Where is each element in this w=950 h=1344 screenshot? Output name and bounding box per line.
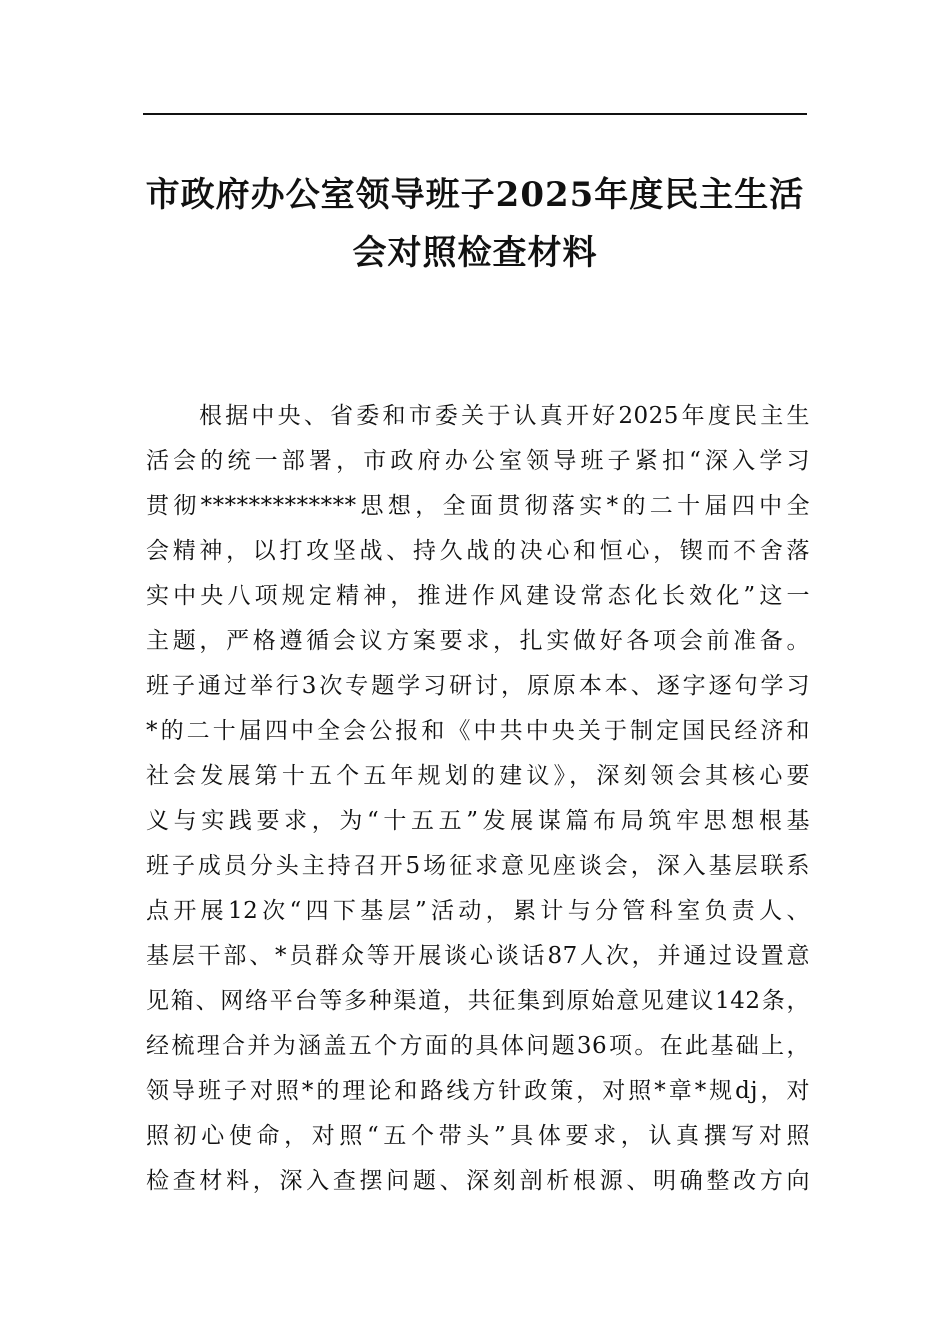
title-line-1: 市政府办公室领导班子2025年度民主生活 — [145, 175, 805, 215]
body-line: 主题，严格遵循会议方案要求，扎实做好各项会前准备。 — [146, 628, 810, 654]
body-line: 班子成员分头主持召开5场征求意见座谈会，深入基层联系 — [146, 853, 810, 879]
body-line: 会精神，以打攻坚战、持久战的决心和恒心，锲而不舍落 — [146, 538, 810, 564]
body-line: 根据中央、省委和市委关于认真开好2025年度民主生 — [199, 403, 810, 429]
document-title — [143, 166, 807, 282]
body-line: 点开展12次“四下基层”活动，累计与分管科室负责人、 — [146, 898, 810, 924]
body-line: 实中央八项规定精神，推进作风建设常态化长效化”这一 — [146, 583, 810, 609]
body-line: 班子通过举行3次专题学习研讨，原原本本、逐字逐句学习 — [146, 673, 810, 699]
title-line-2: 会对照检查材料 — [352, 233, 598, 273]
body-paragraph — [146, 394, 810, 1204]
header-rule — [143, 113, 807, 115]
body-line: 义与实践要求，为“十五五”发展谋篇布局筑牢思想根基 — [146, 808, 810, 834]
body-line: 领导班子对照*的理论和路线方针政策，对照*章*规dj，对 — [146, 1078, 810, 1104]
body-line: *的二十届四中全会公报和《中共中央关于制定国民经济和 — [146, 718, 810, 744]
body-line: 活会的统一部署，市政府办公室领导班子紧扣“深入学习 — [146, 448, 810, 474]
body-line: 贯彻*************思想，全面贯彻落实*的二十届四中全 — [146, 493, 810, 519]
body-line: 见箱、网络平台等多种渠道，共征集到原始意见建议142条， — [146, 988, 810, 1014]
body-line: 检查材料，深入查摆问题、深刻剖析根源、明确整改方向 — [146, 1168, 810, 1194]
body-line: 基层干部、*员群众等开展谈心谈话87人次，并通过设置意 — [146, 943, 810, 969]
body-line: 照初心使命，对照“五个带头”具体要求，认真撰写对照 — [146, 1123, 810, 1149]
body-line: 社会发展第十五个五年规划的建议》，深刻领会其核心要 — [146, 763, 810, 789]
body-line: 经梳理合并为涵盖五个方面的具体问题36项。在此基础上， — [146, 1033, 810, 1059]
